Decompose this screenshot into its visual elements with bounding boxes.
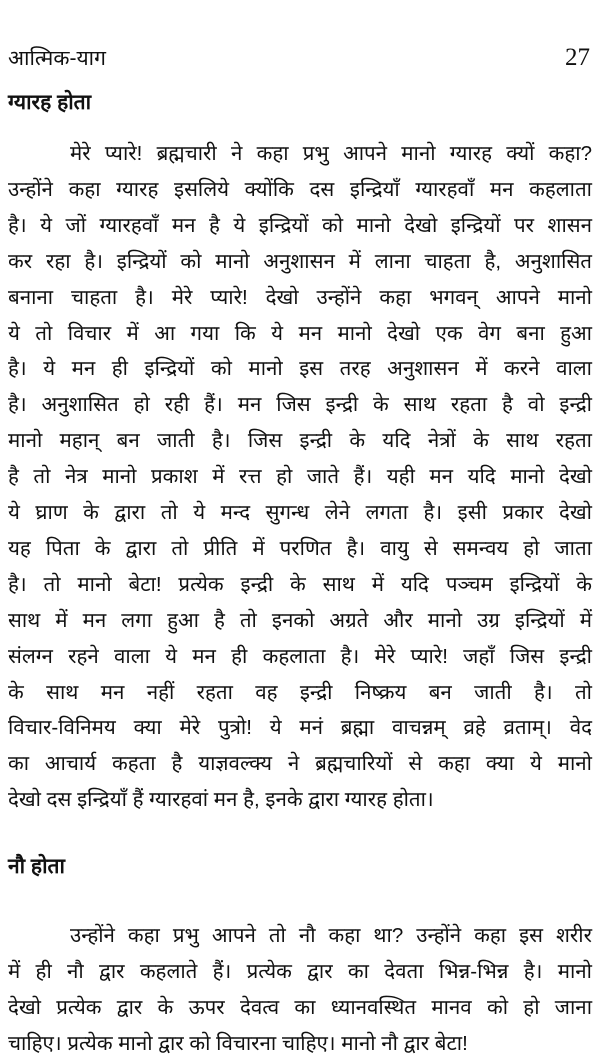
text-line: चाहिए। प्रत्येक मानो द्वार को विचारना चाहिए। मानो नौ द्वार बेटा!	[8, 1031, 468, 1055]
text-line: का आचार्य कहता है याज्ञवल्क्य ने ब्रह्मचारियों से कहा क्या ये मानो	[8, 752, 592, 776]
text-line: संलग्न रहने वाला ये मन ही कहलाता है। मेरे प्यारे! जहाँ जिस इन्द्री	[8, 644, 592, 668]
text-line: के साथ मन नहीं रहता वह इन्द्री निष्क्रय बन जाती है। तो	[8, 680, 592, 704]
text-line: कर रहा है। इन्द्रियों को मानो अनुशासन में लाना चाहता है, अनुशासित	[8, 249, 592, 273]
text-line: देखो प्रत्येक द्वार के ऊपर देवत्व का ध्यानवस्थित मानव को हो जाना	[8, 995, 592, 1019]
text-line: साथ में मन लगा हुआ है तो इनको अग्रते और मानो उग्र इन्द्रियों में	[8, 608, 592, 632]
text-line: है। तो मानो बेटा! प्रत्येक इन्द्री के साथ में यदि पञ्चम इन्द्रियों के	[8, 572, 592, 596]
section-heading: नौ होता	[8, 855, 65, 878]
text-line: है। ये मन ही इन्द्रियों को मानो इस तरह अनुशासन में करने वाला	[8, 357, 592, 381]
text-line: देखो दस इन्द्रियाँ हैं ग्यारहवां मन है, इनके द्वारा ग्यारह होता।	[8, 788, 434, 812]
text-line: मानो महान् बन जाती है। जिस इन्द्री के यदि नेत्रों के साथ रहता	[8, 429, 592, 453]
text-line: है। अनुशासित हो रही हैं। मन जिस इन्द्री के साथ रहता है वो इन्द्री	[8, 393, 592, 417]
text-line: मेरे प्यारे! ब्रह्मचारी ने कहा प्रभु आपने मानो ग्यारह क्यों कहा?	[70, 142, 592, 165]
text-line: में ही नौ द्वार कहलाते हैं। प्रत्येक द्वार का देवता भिन्न-भिन्न है। मानो	[8, 959, 592, 983]
text-line: उन्होंने कहा ग्यारह इसलिये क्योंकि दस इन्द्रियाँ ग्यारहवाँ मन कहलाता	[8, 177, 592, 201]
text-line: ये तो विचार में आ गया कि ये मन मानो देखो एक वेग बना हुआ	[8, 321, 592, 345]
text-line: है तो नेत्र मानो प्रकाश में रत्त हो जाते हैं। यही मन यदि मानो देखो	[8, 465, 592, 489]
page-number: 27	[565, 44, 590, 71]
text-line: यह पिता के द्वारा तो प्रीति में परणित है। वायु से समन्वय हो जाता	[8, 536, 592, 560]
section-heading: ग्यारह होता	[8, 91, 92, 114]
text-line: है। ये जों ग्यारहवाँ मन है ये इन्द्रियों को मानो देखो इन्द्रियों पर शासन	[8, 213, 592, 237]
text-line: ये घ्राण के द्वारा तो ये मन्द सुगन्ध लेने लगता है। इसी प्रकार देखो	[8, 501, 592, 524]
text-line: विचार-विनिमय क्या मेरे पुत्रो! ये मनं ब्रह्मा वाचन्नम् व्रहे व्रताम्। वेद	[8, 716, 592, 740]
text-line: बनाना चाहता है। मेरे प्यारे! देखो उन्होंने कहा भगवन् आपने मानो	[8, 285, 592, 309]
running-title: आत्मिक-याग	[8, 47, 106, 70]
text-line: उन्होंने कहा प्रभु आपने तो नौ कहा था? उन्होंने कहा इस शरीर	[70, 924, 592, 947]
